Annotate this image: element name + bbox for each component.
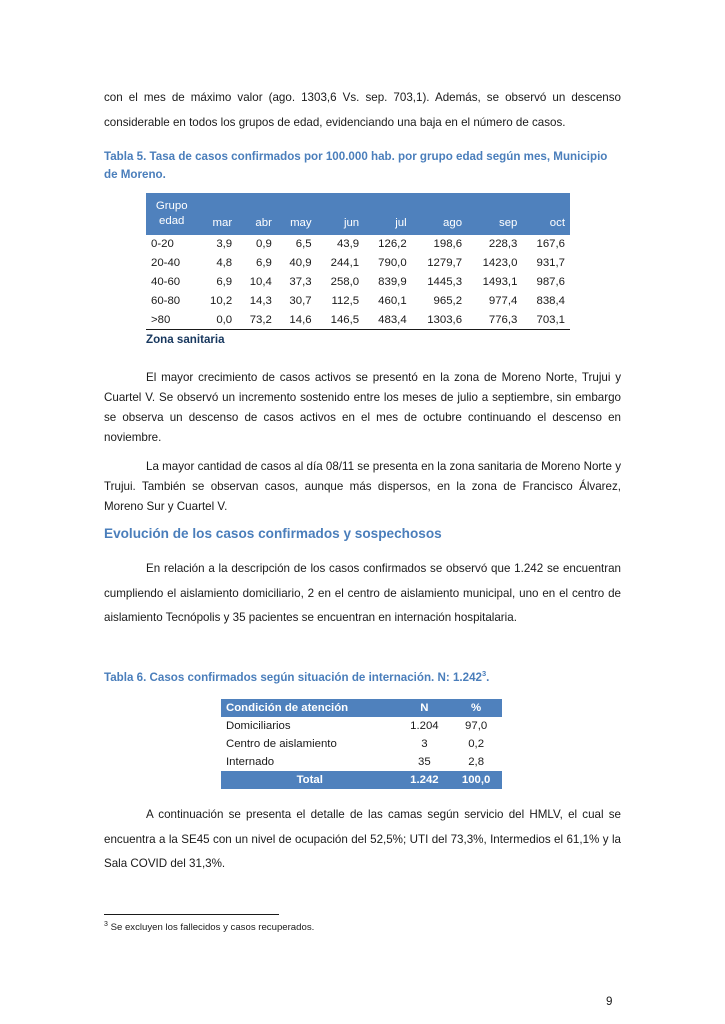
table-row bbox=[221, 753, 502, 771]
table5-value-cell: 839,9 bbox=[378, 275, 407, 288]
table5-group-cell: 60-80 bbox=[151, 294, 181, 307]
table6-cell: Domiciliarios bbox=[226, 720, 291, 732]
table5-value-cell: 146,5 bbox=[317, 310, 365, 329]
table6-header-pct: % bbox=[450, 699, 502, 717]
table5-value-cell: 244,1 bbox=[330, 257, 360, 270]
table5-value-cell: 1493,1 bbox=[482, 275, 518, 288]
zona-heading: Zona sanitaria bbox=[146, 333, 225, 346]
table5-value-cell: 10,4 bbox=[249, 275, 272, 288]
table6-cell: 3 bbox=[421, 738, 428, 750]
table6-total-row bbox=[221, 771, 502, 789]
table6-cell: 35 bbox=[418, 756, 431, 768]
table6-cell: 1.204 bbox=[410, 720, 439, 732]
table5 bbox=[146, 193, 570, 330]
table5-value-cell: 1279,7 bbox=[427, 257, 463, 270]
table5-value-cell: 838,4 bbox=[536, 294, 565, 307]
table5-caption: Tabla 5. Tasa de casos confirmados por 100.000 hab. por grupo edad según mes, Municipio de Moreno. bbox=[104, 150, 608, 181]
table5-month-header: mar bbox=[197, 193, 237, 235]
table5-value-cell: 258,0 bbox=[330, 275, 360, 288]
table-row bbox=[221, 717, 502, 735]
table5-value-cell: 6,5 bbox=[295, 238, 312, 251]
table5-value-cell: 37,3 bbox=[289, 275, 312, 288]
table6-cell: Internado bbox=[226, 756, 275, 768]
table5-value-cell: 30,7 bbox=[289, 294, 312, 307]
table5-value-cell: 14,3 bbox=[249, 294, 272, 307]
table5-value-cell: 460,1 bbox=[378, 294, 407, 307]
table5-value-cell: 0,9 bbox=[256, 238, 272, 251]
table5-value-cell: 4,8 bbox=[216, 257, 233, 270]
camas-paragraph: A continuación se presenta el detalle de las camas según servicio del HMLV, el cual se encuentra a la SE45 con un nivel de ocupación del 52,5%; UTI del 73,3%, Intermedios el 61,1% y la Sala COVID del 31,3%. bbox=[104, 808, 621, 870]
table5-value-cell: 977,4 bbox=[488, 294, 518, 307]
table5-value-cell: 1445,3 bbox=[427, 275, 463, 288]
page-number: 9 bbox=[606, 995, 613, 1008]
table6-total-label: Total bbox=[221, 771, 399, 789]
table5-value-cell: 1423,0 bbox=[482, 257, 518, 270]
table5-value-cell: 3,9 bbox=[216, 238, 233, 251]
table5-value-cell: 790,0 bbox=[378, 257, 407, 270]
footnote: $^3$ Se excluyen los fallecidos y casos recuperados. bbox=[104, 920, 315, 933]
table-row bbox=[221, 735, 502, 753]
table-row bbox=[146, 310, 570, 329]
table6-total-pct: 100,0 bbox=[450, 771, 502, 789]
table5-value-cell: 112,5 bbox=[331, 294, 360, 307]
table5-value-cell: 6,9 bbox=[256, 257, 272, 270]
table5-month-header: sep bbox=[467, 193, 522, 235]
table5-value-cell: 10,2 bbox=[209, 294, 233, 307]
table5-month-header: oct bbox=[522, 193, 570, 235]
zona-paragraph-1: El mayor crecimiento de casos activos se presentó en la zona de Moreno Norte, Trujui y Cuartel V. Se observó un incremento sostenido entre los meses de julio a septiembre, sin embargo se observa un descenso de casos activos en el mes de octubre continuando el descenso en noviembre. bbox=[104, 371, 621, 444]
table5-value-cell: 0,0 bbox=[197, 310, 237, 329]
table5-month-header: may bbox=[277, 193, 317, 235]
table5-month-header: jun bbox=[317, 193, 365, 235]
table5-value-cell: 965,2 bbox=[433, 294, 463, 307]
table5-group-cell: 0-20 bbox=[151, 238, 174, 251]
table5-value-cell: 73,2 bbox=[237, 310, 277, 329]
table5-value-cell: 228,3 bbox=[488, 238, 518, 251]
table5-value-cell: 1303,6 bbox=[412, 310, 467, 329]
table6-cell: Centro de aislamiento bbox=[226, 738, 337, 750]
table5-value-cell: 14,6 bbox=[277, 310, 317, 329]
table5-value-cell: 987,6 bbox=[536, 275, 565, 288]
table5-value-cell: 40,9 bbox=[289, 257, 312, 270]
table5-value-cell: 931,7 bbox=[536, 257, 565, 270]
table5-value-cell: 6,9 bbox=[216, 275, 233, 288]
evolucion-heading: Evolución de los casos confirmados y sospechosos bbox=[104, 526, 442, 541]
table5-month-header: ago bbox=[412, 193, 467, 235]
table5-group-header: Grupo edad bbox=[146, 193, 197, 235]
table-row bbox=[146, 235, 570, 254]
table6 bbox=[221, 699, 502, 789]
table6-total-n: 1.242 bbox=[399, 771, 451, 789]
table5-value-cell: 198,6 bbox=[433, 238, 463, 251]
table5-group-cell: >80 bbox=[146, 310, 197, 329]
table5-value-cell: 776,3 bbox=[467, 310, 522, 329]
table6-caption: Tabla 6. Casos confirmados según situación de internación. N: 1.242$^3$. bbox=[104, 669, 490, 684]
table5-group-cell: 40-60 bbox=[151, 275, 181, 288]
table-row bbox=[146, 254, 570, 273]
table5-body bbox=[146, 235, 570, 329]
table5-month-header: jul bbox=[364, 193, 412, 235]
table5-group-cell: 20-40 bbox=[151, 257, 181, 270]
table5-value-cell: 126,2 bbox=[378, 238, 407, 251]
table-row bbox=[146, 291, 570, 310]
table6-cell: 0,2 bbox=[468, 738, 485, 750]
zona-paragraph-2: La mayor cantidad de casos al día 08/11 se presenta en la zona sanitaria de Moreno Norte y Trujui. También se observan casos, aunque más dispersos, en la zona de Francisco Álvarez, Moreno Sur y Cuartel V. bbox=[104, 460, 621, 513]
table6-header-condicion: Condición de atención bbox=[221, 699, 399, 717]
table6-cell: 97,0 bbox=[465, 720, 488, 732]
table5-value-cell: 703,1 bbox=[522, 310, 570, 329]
table5-value-cell: 167,6 bbox=[536, 238, 565, 251]
footnote-divider bbox=[104, 914, 279, 915]
table5-month-header: abr bbox=[237, 193, 277, 235]
table6-cell: 2,8 bbox=[468, 756, 485, 768]
evolucion-paragraph: En relación a la descripción de los casos confirmados se observó que 1.242 se encuentran cumpliendo el aislamiento domiciliario, 2 en el centro de aislamiento municipal, uno en el centro de aislamiento Tecnópolis y 35 pacientes se encuentran en internación hospitalaria. bbox=[104, 562, 621, 624]
table-row bbox=[146, 273, 570, 292]
table6-header-n: N bbox=[399, 699, 451, 717]
table6-header-row bbox=[221, 699, 502, 717]
table5-value-cell: 43,9 bbox=[336, 238, 360, 251]
table5-header-row bbox=[146, 193, 570, 235]
table5-value-cell: 483,4 bbox=[364, 310, 412, 329]
intro-paragraph: con el mes de máximo valor (ago. 1303,6 Vs. sep. 703,1). Además, se observó un descenso considerable en todos los grupos de edad, evidenciando una baja en el número de casos. bbox=[104, 91, 621, 129]
